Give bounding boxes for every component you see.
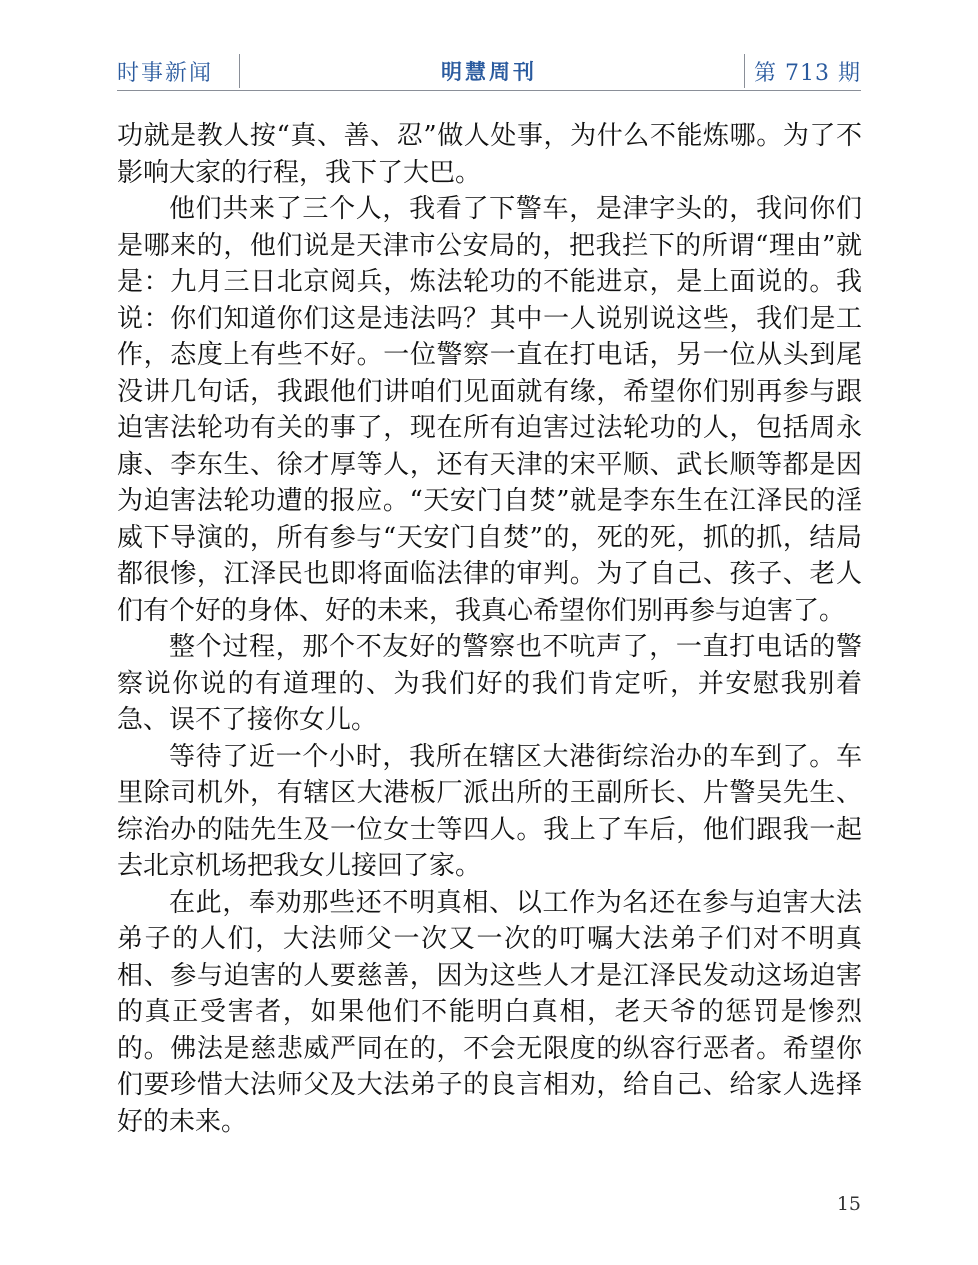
paragraph-continuation: 功就是教人按“真、善、忍”做人处事，为什么不能炼哪。为了不影响大家的行程，我下了大巴。: [117, 121, 862, 188]
paragraph: 等待了近一个小时，我所在辖区大港街综治办的车到了。车里除司机外，有辖区大港板厂派出所的王副所长、片警吴先生、综治办的陆先生及一位女士等四人。我上了车后，他们跟我一起去北京机场把我女儿接回了家。: [117, 741, 862, 881]
page-header: [117, 52, 861, 91]
header-divider-right: [744, 54, 745, 88]
header-publication-title: 明慧周刊: [441, 59, 537, 84]
header-issue: 第 713 期: [754, 61, 861, 86]
paragraph: 在此，奉劝那些还不明真相、以工作为名还在参与迫害大法弟子的人们，大法师父一次又一次的叮嘱大法弟子们对不明真相、参与迫害的人要慈善，因为这些人才是江泽民发动这场迫害的真正受害者，如果他们不能明白真相，老天爷的惩罚是惨烈的。佛法是慈悲威严同在的，不会无限度的纵容行恶者。希望你们要珍惜大法师父及大法弟子的良言相劝，给自己、给家人选择好的未来。: [117, 887, 862, 1137]
paragraph: 他们共来了三个人，我看了下警车，是津字头的，我问你们是哪来的，他们说是天津市公安局的，把我拦下的所谓“理由”就是：九月三日北京阅兵，炼法轮功的不能进京，是上面说的。我说：你们知道你们这是违法吗？其中一人说别说这些，我们是工作，态度上有些不好。一位警察一直在打电话，另一位从头到尾没讲几句话，我跟他们讲咱们见面就有缘，希望你们别再参与跟迫害法轮功有关的事了，现在所有迫害过法轮功的人，包括周永康、李东生、徐才厚等人，还有天津的宋平顺、武长顺等都是因为迫害法轮功遭的报应。“天安门自焚”就是李东生在江泽民的淫威下导演的，所有参与“天安门自焚”的，死的死，抓的抓，结局都很惨，江泽民也即将面临法律的审判。为了自己、孩子、老人们有个好的身体、好的未来，我真心希望你们别再参与迫害了。: [117, 194, 862, 626]
article-body: [117, 118, 862, 1140]
page-number: 15: [836, 1193, 861, 1215]
header-section: 时事新闻: [117, 61, 214, 86]
paragraph: 整个过程，那个不友好的警察也不吭声了，一直打电话的警察说你说的有道理的、为我们好的我们肯定听，并安慰我别着急、误不了接你女儿。: [117, 632, 862, 735]
